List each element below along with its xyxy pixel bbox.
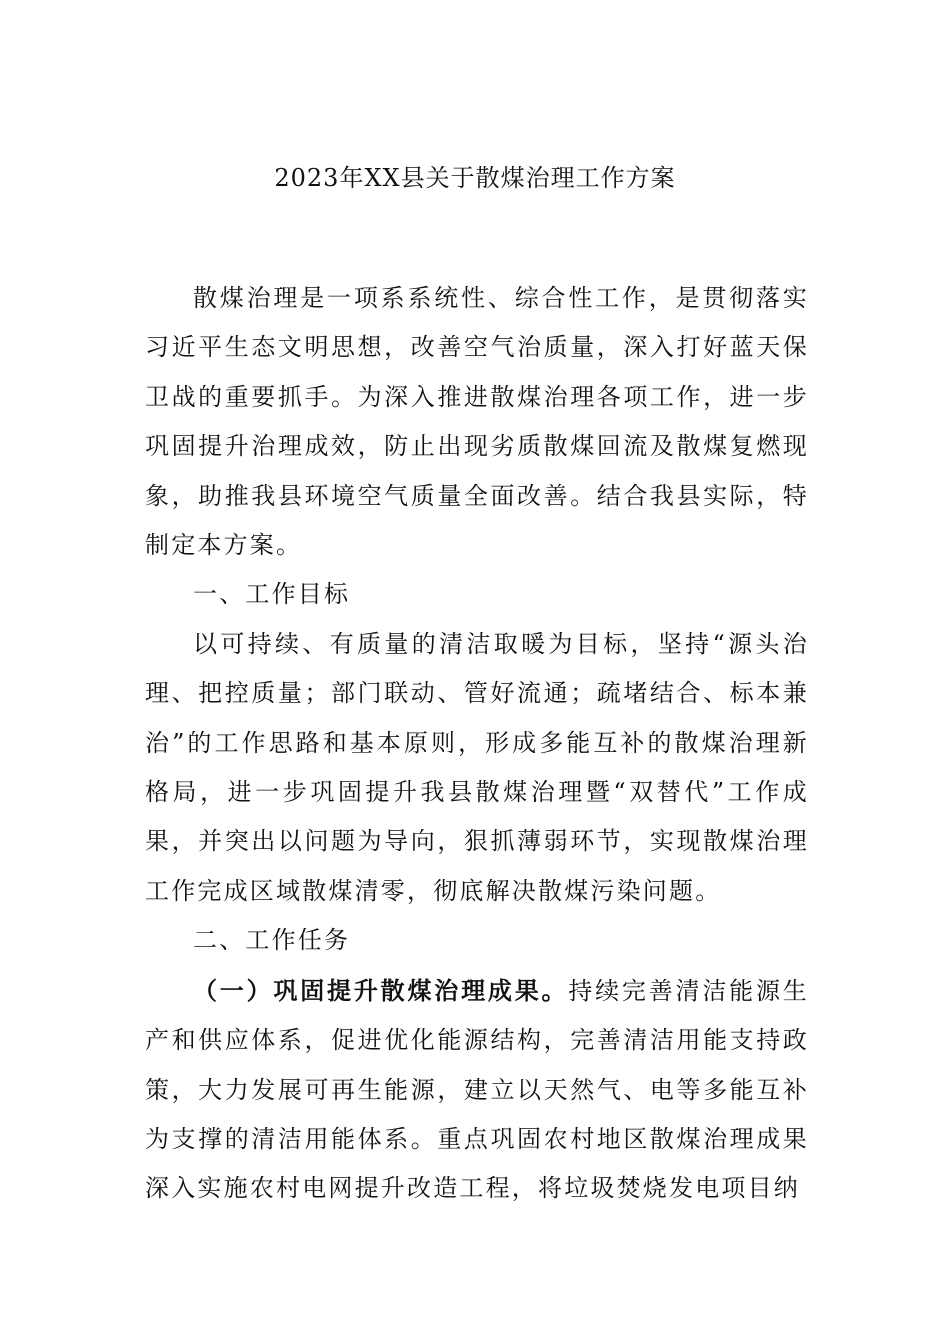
- document-title: 2023年XX县关于散煤治理工作方案: [274, 164, 676, 192]
- task-item-1-paragraph: [145, 966, 809, 1214]
- task-item-1-lead: （一）巩固提升散煤治理成果。: [193, 975, 569, 1005]
- task-item-1-text: 持续完善清洁能源生产和供应体系，促进优化能源结构，完善清洁用能支持政策，大力发展可再生能源，建立以天然气、电等多能互补为支撑的清洁用能体系。重点巩固农村地区散煤治理成果深入实施农村电网提升改造工程，将垃圾焚烧发电项目纳: [145, 976, 809, 1203]
- section-heading-goals: 一、工作目标: [193, 580, 351, 609]
- document-body: [145, 274, 809, 1214]
- intro-paragraph: 散煤治理是一项系系统性、综合性工作，是贯彻落实习近平生态文明思想，改善空气治质量，深入打好蓝天保卫战的重要抓手。为深入推进散煤治理各项工作，进一步巩固提升治理成效，防止出现劣质散煤回流及散煤复燃现象，助推我县环境空气质量全面改善。结合我县实际，特制定本方案。: [145, 284, 809, 560]
- section-heading-tasks: 二、工作任务: [193, 926, 351, 955]
- goals-paragraph: 以可持续、有质量的清洁取暖为目标，坚持“源头治理、把控质量；部门联动、管好流通；疏堵结合、标本兼治”的工作思路和基本原则，形成多能互补的散煤治理新格局，进一步巩固提升我县散煤治理暨“双替代”工作成果，并突出以问题为导向，狠抓薄弱环节，实现散煤治理工作完成区域散煤清零，彻底解决散煤污染问题。: [145, 629, 809, 905]
